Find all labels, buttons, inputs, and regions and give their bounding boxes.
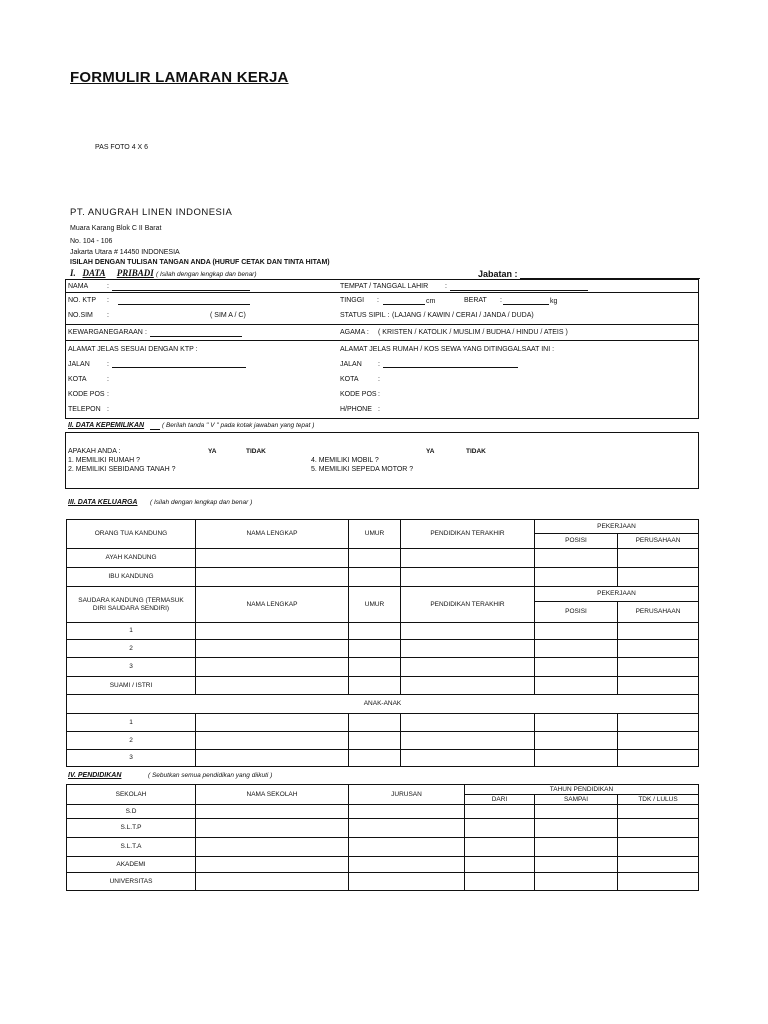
cell[interactable] <box>618 677 699 695</box>
form-title: FORMULIR LAMARAN KERJA <box>70 69 289 86</box>
instruction: ISILAH DENGAN TULISAN TANGAN ANDA (HURUF CETAK DAN TINTA HITAM) <box>70 259 330 266</box>
header-ortu: ORANG TUA KANDUNG <box>67 520 196 549</box>
cell[interactable] <box>349 623 401 640</box>
row-akademi: AKADEMI <box>67 857 196 873</box>
jalan-rumah-field[interactable] <box>383 367 518 368</box>
berat-field[interactable] <box>503 304 549 305</box>
cell[interactable] <box>535 658 618 677</box>
divider <box>65 324 699 325</box>
header-anak: ANAK-ANAK <box>67 695 699 714</box>
nama-field[interactable] <box>112 290 250 291</box>
ownership-box <box>65 432 699 489</box>
header-dari: DARI <box>465 795 535 805</box>
cell[interactable] <box>401 658 535 677</box>
cell[interactable] <box>465 805 535 819</box>
ttl-field[interactable] <box>450 290 588 291</box>
company-address-1: Muara Karang Blok C II Barat <box>70 225 162 232</box>
cell[interactable] <box>349 857 465 873</box>
cell[interactable] <box>349 819 465 838</box>
cell[interactable] <box>401 640 535 658</box>
cell[interactable] <box>535 568 618 587</box>
cell[interactable] <box>349 873 465 891</box>
cell[interactable] <box>535 549 618 568</box>
label-ttl: TEMPAT / TANGGAL LAHIR <box>340 283 429 290</box>
cell[interactable] <box>535 873 618 891</box>
header-pekerjaan: PEKERJAAN <box>535 520 699 534</box>
header-pendidikan: PENDIDIKAN TERAKHIR <box>401 520 535 549</box>
cell[interactable] <box>618 857 699 873</box>
row-saudara-3: 3 <box>67 658 196 677</box>
cell[interactable] <box>618 658 699 677</box>
cell[interactable] <box>618 838 699 857</box>
colon: : <box>107 312 109 319</box>
jalan-ktp-field[interactable] <box>112 367 246 368</box>
header-posisi: POSISI <box>535 534 618 549</box>
header-perusahaan: PERUSAHAAN <box>618 534 699 549</box>
label-tinggi: TINGGI <box>340 297 365 304</box>
tidak-label-left: TIDAK <box>246 448 266 455</box>
cell[interactable] <box>349 732 401 750</box>
cell[interactable] <box>401 732 535 750</box>
photo-label: PAS FOTO 4 X 6 <box>95 144 149 151</box>
cell[interactable] <box>349 658 401 677</box>
cell[interactable] <box>196 568 349 587</box>
tidak-label-right: TIDAK <box>466 448 486 455</box>
jabatan-label: Jabatan : <box>478 269 518 279</box>
label-berat: BERAT <box>464 297 487 304</box>
header-sampai: SAMPAI <box>535 795 618 805</box>
ktp-field[interactable] <box>118 304 250 305</box>
label-kota: KOTA <box>68 376 87 383</box>
cell[interactable] <box>349 714 401 732</box>
section1-note: ( Isilah dengan lengkap dan benar) <box>156 271 257 278</box>
label-telepon: TELEPON <box>68 406 101 413</box>
section2-title-underline <box>150 429 160 430</box>
colon: : <box>145 329 147 336</box>
row-ayah: AYAH KANDUNG <box>67 549 196 568</box>
cell[interactable] <box>618 640 699 658</box>
colon: : <box>107 361 109 368</box>
cell[interactable] <box>196 623 349 640</box>
header-tahun-pendidikan: TAHUN PENDIDIKAN <box>465 785 699 795</box>
company-address-2: No. 104 - 106 <box>70 238 113 245</box>
colon: : <box>107 283 109 290</box>
cell[interactable] <box>196 714 349 732</box>
label-jalan: JALAN <box>68 361 90 368</box>
ya-label-left: YA <box>208 448 217 455</box>
kewarganegaraan-field[interactable] <box>150 336 242 337</box>
label-alamat-ktp: ALAMAT JELAS SESUAI DENGAN KTP : <box>68 346 198 353</box>
cell[interactable] <box>535 819 618 838</box>
family-table <box>66 519 699 767</box>
cell[interactable] <box>465 873 535 891</box>
colon: : <box>378 361 380 368</box>
cell[interactable] <box>196 732 349 750</box>
cell[interactable] <box>535 838 618 857</box>
colon: : <box>107 406 109 413</box>
section2-note: ( Berilah tanda " V " pada kotak jawaban yang tepat ) <box>162 422 315 429</box>
cell[interactable] <box>535 732 618 750</box>
section1-title: DATA <box>82 268 106 278</box>
label-kodepos: KODE POS <box>68 391 105 398</box>
cell[interactable] <box>535 857 618 873</box>
colon: : <box>378 391 380 398</box>
divider <box>65 292 699 293</box>
sim-type: ( SIM A / C) <box>210 312 246 319</box>
label-sim: NO.SIM <box>68 312 93 319</box>
cell[interactable] <box>401 549 535 568</box>
cell[interactable] <box>401 677 535 695</box>
section3-note: ( Isilah dengan lengkap dan benar ) <box>150 499 253 506</box>
section4-title: IV. PENDIDIKAN <box>68 772 122 779</box>
row-slta: S.L.T.A <box>67 838 196 857</box>
question-motor: 5. MEMILIKI SEPEDA MOTOR ? <box>311 466 414 473</box>
cell[interactable] <box>196 640 349 658</box>
cell[interactable] <box>535 677 618 695</box>
cell[interactable] <box>535 640 618 658</box>
row-anak-2: 2 <box>67 732 196 750</box>
section1-title2: PRIBADI <box>116 268 154 278</box>
agama-options: ( KRISTEN / KATOLIK / MUSLIM / BUDHA / HINDU / ATEIS ) <box>378 329 568 336</box>
colon: : <box>107 391 109 398</box>
cell[interactable] <box>196 857 349 873</box>
row-anak-1: 1 <box>67 714 196 732</box>
section1-number: I. <box>70 268 76 278</box>
cell[interactable] <box>618 568 699 587</box>
cell[interactable] <box>349 549 401 568</box>
cell[interactable] <box>401 714 535 732</box>
label-hp: H/PHONE <box>340 406 372 413</box>
label-jalan-rumah: JALAN <box>340 361 362 368</box>
header-saudara: SAUDARA KANDUNG (TERMASUK DIRI SAUDARA SENDIRI) <box>67 587 196 623</box>
cell[interactable] <box>196 873 349 891</box>
question-rumah: 1. MEMILIKI RUMAH ? <box>68 457 140 464</box>
colon: : <box>377 297 379 304</box>
label-kota-rumah: KOTA <box>340 376 359 383</box>
header-pekerjaan: PEKERJAAN <box>535 587 699 602</box>
section4-note: ( Sebutkan semua pendidikan yang diikuti ) <box>148 772 273 779</box>
cell[interactable] <box>196 805 349 819</box>
header-nama-lengkap: NAMA LENGKAP <box>196 587 349 623</box>
cell[interactable] <box>618 623 699 640</box>
cell[interactable] <box>618 873 699 891</box>
row-saudara-2: 2 <box>67 640 196 658</box>
tinggi-field[interactable] <box>383 304 425 305</box>
label-cm: cm <box>426 298 436 305</box>
divider <box>65 340 699 341</box>
colon: : <box>378 376 380 383</box>
header-posisi: POSISI <box>535 602 618 623</box>
label-ktp: NO. KTP <box>68 297 97 304</box>
cell[interactable] <box>618 549 699 568</box>
question-tanah: 2. MEMILIKI SEBIDANG TANAH ? <box>68 466 176 473</box>
row-sd: S.D <box>67 805 196 819</box>
cell[interactable] <box>349 640 401 658</box>
label-kodepos-rumah: KODE POS <box>340 391 377 398</box>
cell[interactable] <box>349 568 401 587</box>
colon: : <box>107 297 109 304</box>
cell[interactable] <box>618 732 699 750</box>
status-options: (LAJANG / KAWIN / CERAI / JANDA / DUDA) <box>392 312 534 319</box>
row-saudara-1: 1 <box>67 623 196 640</box>
cell[interactable] <box>196 838 349 857</box>
header-tdk-lulus: TDK / LULUS <box>618 795 699 805</box>
cell[interactable] <box>196 658 349 677</box>
cell[interactable] <box>465 819 535 838</box>
company-name: PT. ANUGRAH LINEN INDONESIA <box>70 207 233 218</box>
cell[interactable] <box>349 677 401 695</box>
cell[interactable] <box>196 549 349 568</box>
ya-label-right: YA <box>426 448 435 455</box>
header-perusahaan: PERUSAHAAN <box>618 602 699 623</box>
cell[interactable] <box>196 750 349 767</box>
cell[interactable] <box>618 714 699 732</box>
cell[interactable] <box>535 623 618 640</box>
cell[interactable] <box>535 714 618 732</box>
cell[interactable] <box>618 819 699 838</box>
cell[interactable] <box>349 838 465 857</box>
cell[interactable] <box>401 568 535 587</box>
cell[interactable] <box>401 750 535 767</box>
label-apakah: APAKAH ANDA : <box>68 448 121 455</box>
label-status: STATUS SIPIL : <box>340 312 390 319</box>
section2-title: II. DATA KEPEMILIKAN <box>68 422 145 429</box>
header-umur: UMUR <box>349 520 401 549</box>
label-agama: AGAMA : <box>340 329 369 336</box>
header-umur: UMUR <box>349 587 401 623</box>
cell[interactable] <box>535 750 618 767</box>
header-sekolah: SEKOLAH <box>67 785 196 805</box>
colon: : <box>378 406 380 413</box>
header-nama-sekolah: NAMA SEKOLAH <box>196 785 349 805</box>
cell[interactable] <box>401 623 535 640</box>
cell[interactable] <box>196 819 349 838</box>
header-pendidikan: PENDIDIKAN TERAKHIR <box>401 587 535 623</box>
cell[interactable] <box>349 805 465 819</box>
cell[interactable] <box>196 677 349 695</box>
header-jurusan: JURUSAN <box>349 785 465 805</box>
row-anak-3: 3 <box>67 750 196 767</box>
cell[interactable] <box>535 805 618 819</box>
question-mobil: 4. MEMILIKI MOBIL ? <box>311 457 379 464</box>
cell[interactable] <box>618 750 699 767</box>
row-sltp: S.L.T.P <box>67 819 196 838</box>
label-kewarganegaraan: KEWARGANEGARAAN <box>68 329 143 336</box>
label-alamat-rumah: ALAMAT JELAS RUMAH / KOS SEWA YANG DITINGGALSAAT INI : <box>340 346 555 353</box>
label-nama: NAMA <box>68 283 89 290</box>
colon: : <box>445 283 447 290</box>
colon: : <box>500 297 502 304</box>
header-nama-lengkap: NAMA LENGKAP <box>196 520 349 549</box>
colon: : <box>107 376 109 383</box>
row-universitas: UNIVERSITAS <box>67 873 196 891</box>
row-suami-istri: SUAMI / ISTRI <box>67 677 196 695</box>
section1-heading <box>70 268 257 278</box>
cell[interactable] <box>618 805 699 819</box>
company-address-3: Jakarta Utara # 14450 INDONESIA <box>70 249 180 256</box>
cell[interactable] <box>465 857 535 873</box>
education-table <box>66 784 699 891</box>
cell[interactable] <box>349 750 401 767</box>
section3-title: III. DATA KELUARGA <box>68 499 138 506</box>
label-kg: kg <box>550 298 558 305</box>
row-ibu: IBU KANDUNG <box>67 568 196 587</box>
cell[interactable] <box>465 838 535 857</box>
